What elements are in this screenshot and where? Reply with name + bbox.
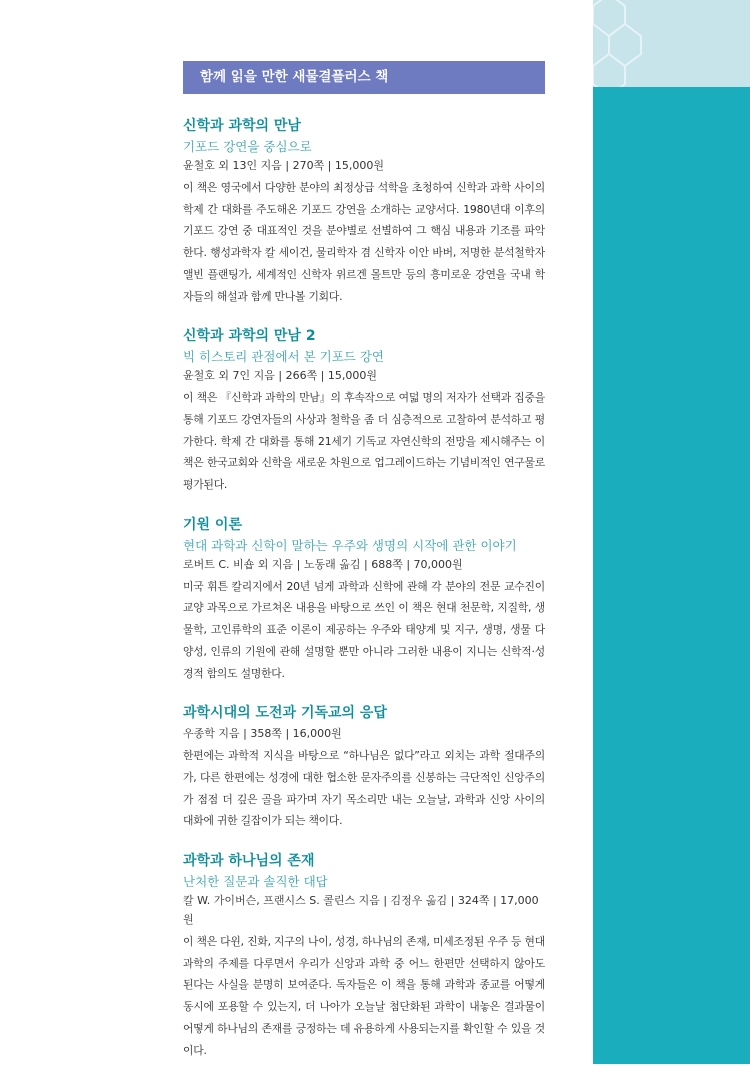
book-meta: 윤철호 외 13인 지음 | 270쪽 | 15,000원 <box>183 159 385 172</box>
book-item <box>183 326 545 496</box>
book-description: 미국 휘튼 칼리지에서 20년 넘게 과학과 신학에 관해 각 분야의 전문 교수진이 교양 과목으로 가르쳐온 내용을 바탕으로 쓰인 이 책은 현대 천문학, 지질학, 생물학, 고인류학의 표준 이론이 제공하는 우주와 태양계 및 지구, 생명, 생물 다양성, 인류의 기원에 관해 설명할 뿐만 아니라 그러한 내용이 지니는 신학적·성경적 함의도 설명한다. <box>183 579 545 680</box>
book-title: 신학과 과학의 만남 <box>183 118 301 134</box>
book-description: 이 책은 영국에서 다양한 분야의 최정상급 석학을 초청하여 신학과 과학 사이의 학제 간 대화를 주도해온 기포드 강연을 소개하는 교양서다. 1980년대 이후의 기포드 강연 중 대표적인 것을 분야별로 선별하여 그 핵심 내용과 기조를 파악한다. 행성과학자 칼 세이건, 물리학자 겸 신학자 이안 바버, 저명한 분석철학자 앨빈 플랜팅가, 세계적인 신학자 위르겐 몰트만 등의 흥미로운 강연을 국내 학자들의 해설과 함께 만나볼 기회다. <box>183 181 545 303</box>
book-description: 이 책은 『신학과 과학의 만남』의 후속작으로 여덟 명의 저자가 선택과 집중을 통해 기포드 강연자들의 사상과 철학을 좀 더 심층적으로 고찰하여 분석하고 평가한다. 학제 간 대화를 통해 21세기 기독교 자연신학의 전망을 제시해주는 이 책은 한국교회와 신학을 새로운 차원으로 업그레이드하는 기념비적인 연구물로 평가된다. <box>183 391 545 492</box>
book-title: 과학시대의 도전과 기독교의 응답 <box>183 705 387 722</box>
book-title: 기원 이론 <box>183 516 242 533</box>
book-description: 한편에는 과학적 지식을 바탕으로 “하나님은 없다”라고 외치는 과학 절대주의가, 다른 한편에는 성경에 대한 협소한 문자주의를 신봉하는 극단적인 신앙주의가 점점 더 깊은 골을 파가며 자기 목소리만 내는 오늘날, 과학과 신앙 사이의 대화에 귀한 길잡이가 되는 책이다. <box>183 749 545 828</box>
book-meta: 우종학 지음 | 358쪽 | 16,000원 <box>183 727 342 741</box>
book-title: 과학과 하나님의 존재 <box>183 853 315 870</box>
book-subtitle: 기포드 강연을 중심으로 <box>183 139 312 154</box>
section-header: 함께 읽을 만한 새물결플러스 책 <box>183 61 545 94</box>
book-item <box>183 703 545 832</box>
book-list <box>183 116 545 1080</box>
hexagon-pattern-decoration <box>593 0 750 87</box>
book-subtitle: 난처한 질문과 솔직한 대답 <box>183 874 328 890</box>
book-title: 신학과 과학의 만남 2 <box>183 328 316 345</box>
book-subtitle: 현대 과학과 신학이 말하는 우주와 생명의 시작에 관한 이야기 <box>183 537 517 553</box>
side-panel-main <box>593 87 750 1064</box>
book-item <box>183 851 545 1061</box>
book-item <box>183 515 545 685</box>
book-subtitle: 빅 히스토리 관점에서 본 기포드 강연 <box>183 349 384 365</box>
side-panel-top <box>593 0 750 87</box>
book-meta: 윤철호 외 7인 지음 | 266쪽 | 15,000원 <box>183 369 378 383</box>
book-meta: 로버트 C. 비숍 외 지음 | 노동래 옮김 | 688쪽 | 70,000원 <box>183 557 463 571</box>
book-description: 이 책은 다윈, 진화, 지구의 나이, 성경, 하나님의 존재, 미세조정된 우주 등 현대 과학의 주제를 다루면서 우리가 신앙과 과학 중 어느 한편만 선택하지 않아도 된다는 사실을 분명히 보여준다. 독자들은 이 책을 통해 과학과 종교를 어떻게 동시에 포용할 수 있는지, 더 나아가 오늘날 첨단화된 과학이 내놓은 결과물이 어떻게 하나님의 존재를 긍정하는 데 유용하게 사용되는지를 확인할 수 있을 것이다. <box>183 935 545 1057</box>
book-meta: 칼 W. 가이버슨, 프랜시스 S. 콜린스 지음 | 김정우 옮김 | 324쪽 | 17,000원 <box>183 894 539 927</box>
book-item <box>183 116 545 307</box>
